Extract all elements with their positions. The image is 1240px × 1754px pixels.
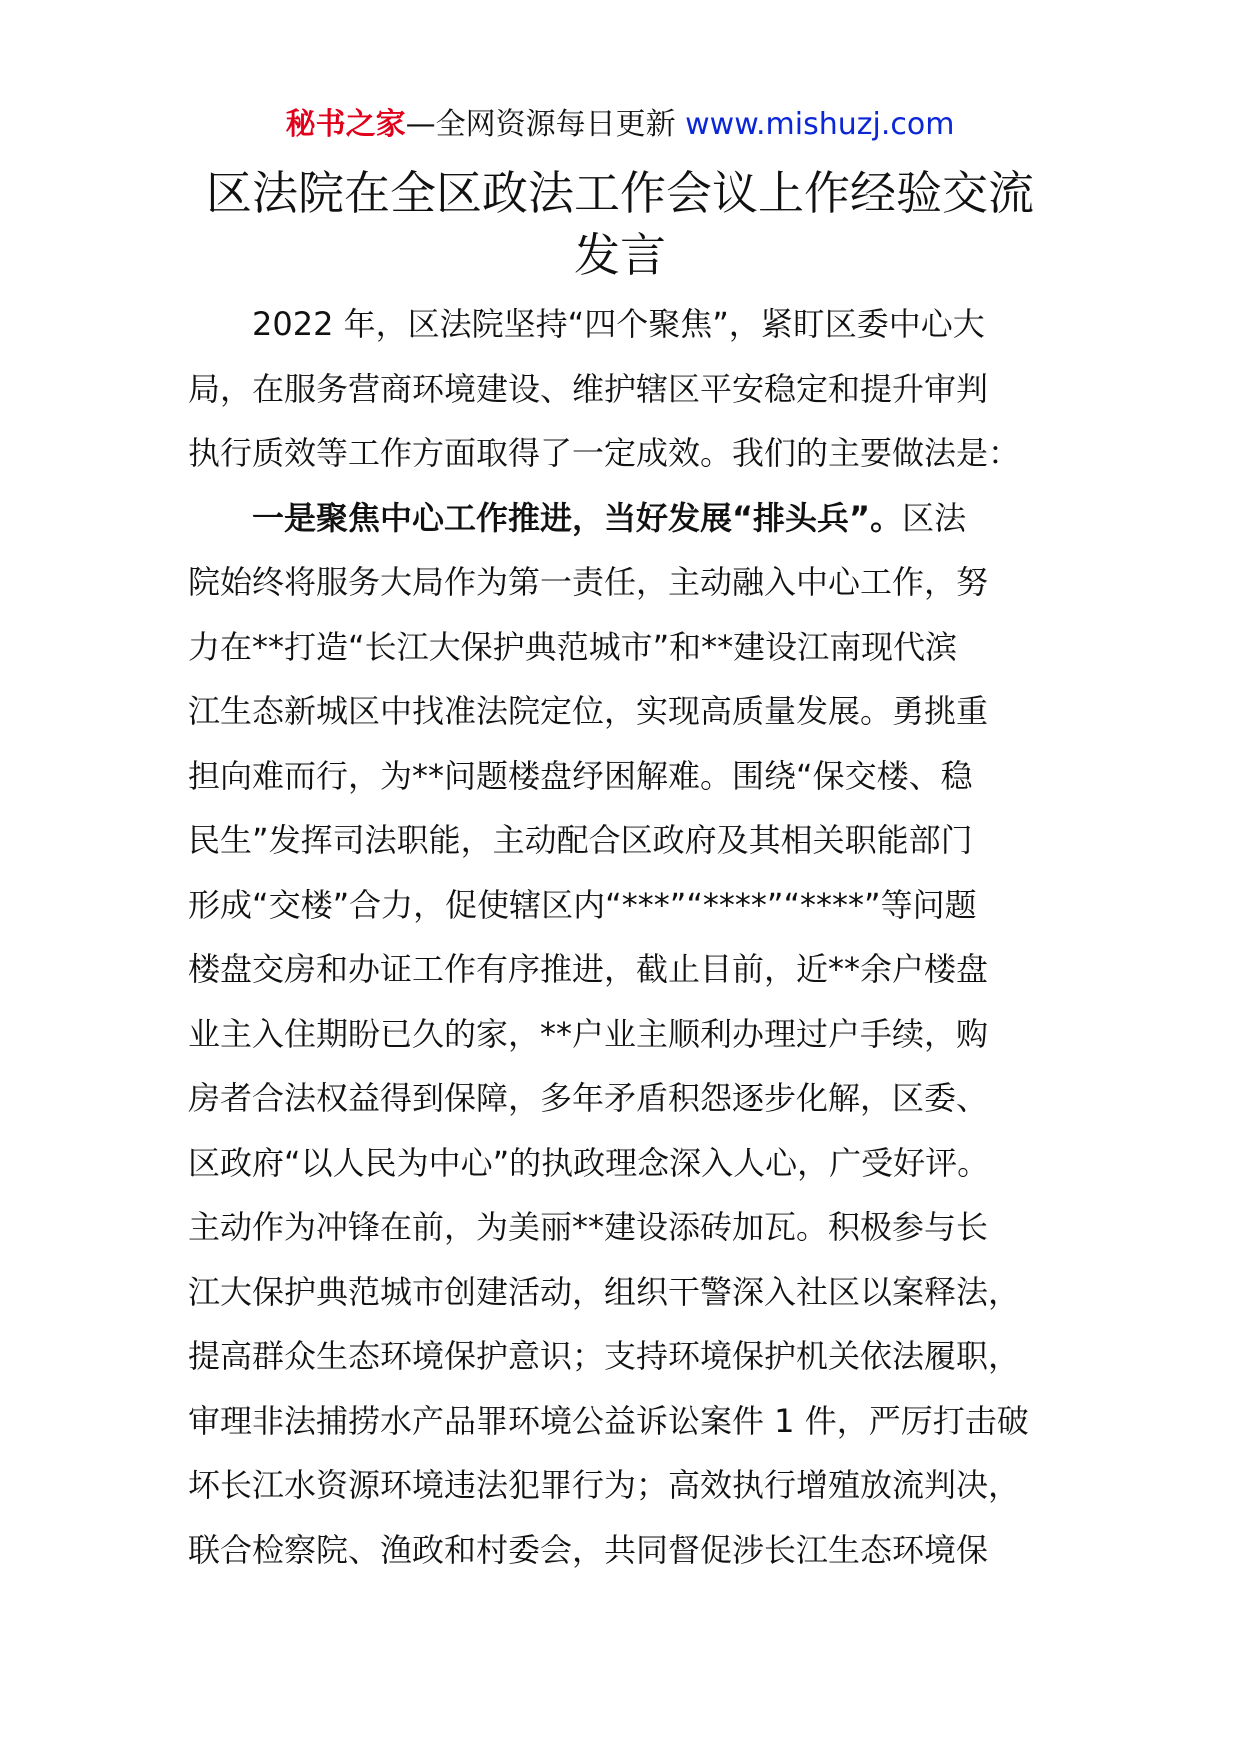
body-line: 江生态新城区中找准法院定位，实现高质量发展。勇挑重: [188, 692, 989, 730]
section-heading: 一是聚焦中心工作推进，当好发展“排头兵”。: [252, 498, 903, 537]
body-line: 2022 年，区法院坚持“四个聚焦”，紧盯区委中心大: [252, 305, 985, 343]
site-url-link[interactable]: www.mishuzj.com: [685, 107, 955, 142]
body-line: 提高群众生态环境保护意识；支持环境保护机关依法履职，: [188, 1337, 1021, 1375]
title-line-2: 发言: [574, 228, 666, 282]
body-line: 江大保护典范城市创建活动，组织干警深入社区以案释法，: [188, 1272, 1021, 1311]
body-line: 坏长江水资源环境违法犯罪行为；高效执行增殖放流判决，: [188, 1466, 1021, 1504]
header-tagline: —全网资源每日更新: [405, 107, 676, 142]
body-line: 房者合法权益得到保障，多年矛盾积怨逐步化解，区委、: [188, 1079, 989, 1117]
body-line: 形成“交楼”合力，促使辖区内“***”“****”“****”等问题: [188, 885, 977, 924]
section-heading-line: [188, 486, 1068, 551]
site-header: [0, 98, 1240, 152]
body-line: 主动作为冲锋在前，为美丽**建设添砖加瓦。积极参与长: [188, 1208, 989, 1246]
body-line: 院始终将服务大局作为第一责任，主动融入中心工作，努: [188, 563, 989, 601]
body-line: 区政府“以人民为中心”的执政理念深入人心，广受好评。: [188, 1143, 990, 1182]
body-line: 担向难而行，为**问题楼盘纾困解难。围绕“保交楼、稳: [188, 756, 973, 795]
body-line: 民生”发挥司法职能，主动配合区政府及其相关职能部门: [188, 821, 973, 859]
document-body: [188, 292, 1068, 1582]
body-line: 联合检察院、渔政和村委会，共同督促涉长江生态环境保: [188, 1530, 989, 1569]
body-line: 执行质效等工作方面取得了一定成效。我们的主要做法是：: [188, 434, 1021, 472]
body-line: 审理非法捕捞水产品罪环境公益诉讼案件 1 件，严厉打击破: [188, 1401, 1029, 1440]
brand-name: 秘书之家: [285, 107, 406, 142]
body-line: 局，在服务营商环境建设、维护辖区平安稳定和提升审判: [188, 369, 989, 408]
body-text: 区法: [902, 498, 967, 537]
body-line: 力在**打造“长江大保护典范城市”和**建设江南现代滨: [188, 627, 958, 666]
title-line-1: 区法院在全区政法工作会议上作经验交流: [206, 166, 1034, 220]
body-line: 楼盘交房和办证工作有序推进，截止目前，近**余户楼盘: [188, 950, 989, 988]
body-line: 业主入住期盼已久的家，**户业主顺利办理过户手续，购: [188, 1014, 989, 1053]
document-title: [150, 162, 1090, 286]
